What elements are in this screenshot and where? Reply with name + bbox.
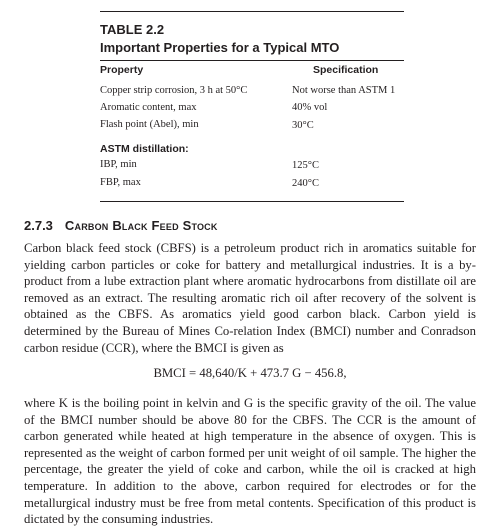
table-cell-property: Copper strip corrosion, 3 h at 50°C [100, 85, 248, 96]
column-header-specification: Specification [313, 64, 379, 76]
table-cell-property: FBP, max [100, 177, 141, 188]
table-bottom-rule [100, 201, 404, 202]
section-number: 2.7.3 [24, 218, 53, 233]
table-title: Important Properties for a Typical MTO [100, 40, 340, 55]
table-number: TABLE 2.2 [100, 22, 165, 37]
equation: BMCI = 48,640/K + 473.7 G − 456.8, [153, 366, 347, 380]
table-cell-spec: Not worse than ASTM 1 [292, 85, 396, 96]
body-paragraph: Carbon black feed stock (CBFS) is a petroleum product rich in aromatics suitable for yielding carbon particles or coke for battery and metallurgical industries. It is a by-product from a lube extraction plant where aromatic hydrocarbons from distillate oil are removed as an extract. The resulting aromatic rich oil after recovery of the solvent is obtained as the CBFS. As aromatics yield good carbon black. Carbon yield is determined by the Bureau of Mines Co-relation Index (BMCI) number and Conradson carbon residue (CCR), where the BMCI is given as [24, 241, 476, 355]
table-cell-spec: 30°C [292, 120, 314, 131]
body-paragraph: where K is the boiling point in kelvin and G is the specific gravity of the oil. The value of the BMCI number should be above 80 for the CBFS. The CCR is the amount of carbon generated while heated at high temperature in the absence of oxygen. This is represented as the weight of carbon formed per unit weight of oil sample. The higher the percentage, the greater the yield of coke and carbon, while the oil is cracked at high temperature. In addition to the above, carbon required for electrodes or for the metallurgical industry must be free from metal contents. Specification of this product is dictated by the consuming industries. [24, 396, 476, 527]
table-cell-spec: 40% vol [292, 102, 328, 113]
section-heading [24, 218, 218, 233]
table-cell-spec: 240°C [292, 178, 319, 189]
table-cell-property: Aromatic content, max [100, 102, 197, 113]
table-cell-property: IBP, min [100, 159, 137, 170]
table-subheading: ASTM distillation: [100, 143, 189, 155]
table-header-rule [100, 60, 404, 61]
table-cell-property: Flash point (Abel), min [100, 119, 199, 130]
table-cell-spec: 125°C [292, 160, 319, 171]
section-title: Carbon Black Feed Stock [64, 218, 218, 233]
table-top-rule [100, 11, 404, 12]
column-header-property: Property [100, 64, 144, 76]
